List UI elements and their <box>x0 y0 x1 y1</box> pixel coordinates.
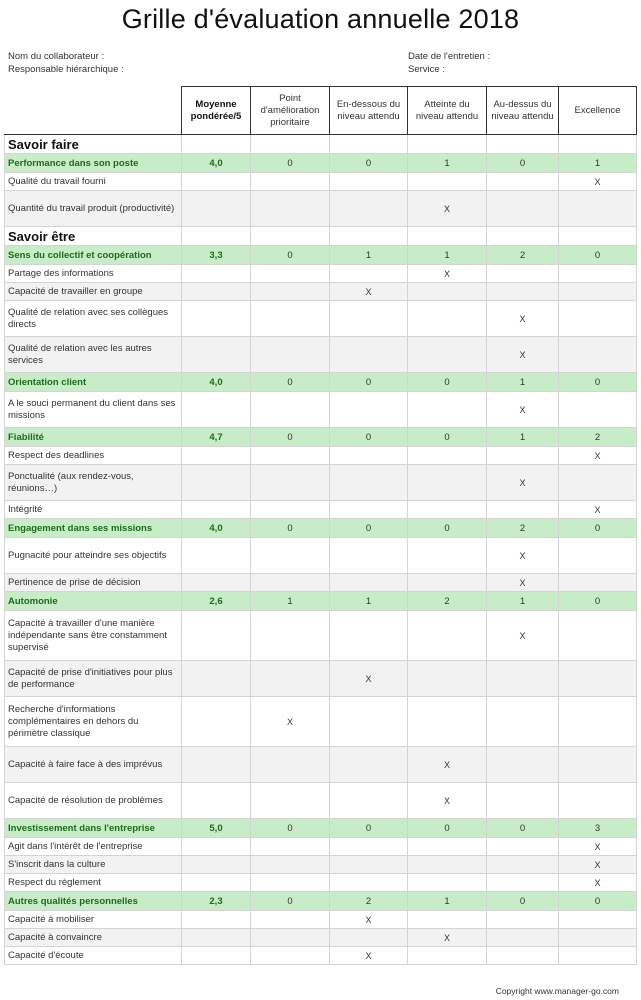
evaluation-table <box>4 86 637 965</box>
criterion-mark <box>330 747 408 783</box>
criterion-row <box>5 392 637 428</box>
category-label: Autres qualités personnelles <box>5 892 182 911</box>
criterion-mark: X <box>487 392 559 428</box>
category-count: 0 <box>487 819 559 838</box>
criterion-mark <box>408 661 487 697</box>
empty-cell <box>408 227 487 246</box>
criterion-mark <box>408 337 487 373</box>
header-excellence: Excellence <box>559 87 637 135</box>
criterion-mark <box>251 301 330 337</box>
empty-cell <box>487 227 559 246</box>
criterion-label: Capacité de prise d'initiatives pour plus de performance <box>5 661 182 697</box>
criterion-mark <box>408 697 487 747</box>
category-count: 1 <box>408 246 487 265</box>
category-label: Sens du collectif et coopération <box>5 246 182 265</box>
section-row <box>5 227 637 246</box>
criterion-mark <box>330 783 408 819</box>
category-count: 0 <box>251 519 330 538</box>
empty-cell <box>559 227 637 246</box>
criterion-mark <box>487 838 559 856</box>
category-count: 1 <box>487 373 559 392</box>
criterion-mark <box>330 392 408 428</box>
criterion-mark: X <box>487 465 559 501</box>
criterion-label: Partage des informations <box>5 265 182 283</box>
category-label: Fiabilité <box>5 428 182 447</box>
criterion-row <box>5 661 637 697</box>
criterion-mark <box>408 574 487 592</box>
criterion-mark <box>251 173 330 191</box>
meta-left <box>8 50 124 76</box>
criterion-mark <box>487 191 559 227</box>
criterion-row <box>5 173 637 191</box>
criterion-mark: X <box>408 747 487 783</box>
category-count: 1 <box>408 892 487 911</box>
criterion-mark <box>487 447 559 465</box>
criterion-mark <box>487 856 559 874</box>
criterion-mark <box>330 574 408 592</box>
criterion-row <box>5 856 637 874</box>
criterion-mark <box>559 301 637 337</box>
criterion-label: Recherche d'informations complémentaires en dehors du périmètre classique <box>5 697 182 747</box>
criterion-mean-empty <box>182 929 251 947</box>
criterion-row <box>5 283 637 301</box>
criterion-mark: X <box>408 929 487 947</box>
category-count: 0 <box>559 373 637 392</box>
criterion-mark <box>559 465 637 501</box>
criterion-mark <box>408 447 487 465</box>
category-count: 0 <box>487 892 559 911</box>
criterion-mark <box>559 611 637 661</box>
criterion-mark <box>330 191 408 227</box>
criterion-label: Capacité d'écoute <box>5 947 182 965</box>
criterion-mean-empty <box>182 392 251 428</box>
criterion-mark <box>330 697 408 747</box>
category-mean: 4,0 <box>182 373 251 392</box>
criterion-mean-empty <box>182 447 251 465</box>
category-label: Engagement dans ses missions <box>5 519 182 538</box>
header-moyenne: Moyenne pondérée/5 <box>182 87 251 135</box>
criterion-mark <box>408 301 487 337</box>
criterion-mark <box>559 574 637 592</box>
category-mean: 4,7 <box>182 428 251 447</box>
criterion-mark <box>559 392 637 428</box>
page-title: Grille d'évaluation annuelle 2018 <box>121 4 520 34</box>
criterion-mark <box>330 929 408 947</box>
criterion-mean-empty <box>182 465 251 501</box>
category-count: 0 <box>251 428 330 447</box>
header-row <box>5 87 637 135</box>
category-count: 1 <box>559 154 637 173</box>
criterion-mark <box>487 283 559 301</box>
category-count: 0 <box>251 819 330 838</box>
criterion-label: Capacité à faire face à des imprévus <box>5 747 182 783</box>
criterion-mean-empty <box>182 838 251 856</box>
criterion-mark: X <box>408 265 487 283</box>
criterion-label: Ponctualité (aux rendez-vous, réunions…) <box>5 465 182 501</box>
category-row <box>5 246 637 265</box>
criterion-label: S'inscrit dans la culture <box>5 856 182 874</box>
empty-cell <box>408 135 487 154</box>
category-count: 0 <box>408 519 487 538</box>
criterion-mark: X <box>330 947 408 965</box>
criterion-mark <box>330 611 408 661</box>
criterion-row <box>5 838 637 856</box>
date-label: Date de l'entretien : <box>408 51 491 62</box>
criterion-mark: X <box>487 337 559 373</box>
criterion-mark: X <box>408 191 487 227</box>
criterion-mark <box>487 874 559 892</box>
category-count: 2 <box>330 892 408 911</box>
criterion-mark <box>487 265 559 283</box>
criterion-mark: X <box>408 783 487 819</box>
criterion-mark <box>251 874 330 892</box>
criterion-mark <box>408 538 487 574</box>
category-count: 0 <box>330 428 408 447</box>
criterion-mark <box>330 874 408 892</box>
criterion-mark: X <box>559 856 637 874</box>
header-blank <box>5 87 182 135</box>
category-label: Investissement dans l'entreprise <box>5 819 182 838</box>
criterion-mean-empty <box>182 911 251 929</box>
category-row <box>5 519 637 538</box>
category-mean: 4,0 <box>182 519 251 538</box>
criterion-mark <box>487 783 559 819</box>
copyright: Copyright www.manager-go.com <box>495 986 619 996</box>
empty-cell <box>330 227 408 246</box>
criterion-mark <box>330 856 408 874</box>
criterion-label: Qualité du travail fourni <box>5 173 182 191</box>
category-count: 0 <box>559 892 637 911</box>
criterion-mark: X <box>251 697 330 747</box>
criterion-mark <box>251 611 330 661</box>
category-count: 0 <box>251 373 330 392</box>
category-count: 3 <box>559 819 637 838</box>
criterion-mark <box>251 661 330 697</box>
criterion-mark: X <box>559 838 637 856</box>
criterion-mark <box>408 856 487 874</box>
criterion-mark <box>251 856 330 874</box>
criterion-mark <box>408 838 487 856</box>
criterion-mean-empty <box>182 661 251 697</box>
empty-cell <box>182 227 251 246</box>
criterion-mark <box>330 337 408 373</box>
criterion-label: Respect des deadlines <box>5 447 182 465</box>
category-count: 0 <box>330 519 408 538</box>
criterion-mark <box>559 337 637 373</box>
category-row <box>5 592 637 611</box>
criterion-mark <box>559 538 637 574</box>
criterion-row <box>5 574 637 592</box>
criterion-mark <box>487 747 559 783</box>
category-label: Orientation client <box>5 373 182 392</box>
criterion-mark <box>559 283 637 301</box>
criterion-mark <box>559 911 637 929</box>
criterion-mark <box>408 392 487 428</box>
criterion-mean-empty <box>182 856 251 874</box>
criterion-mark <box>251 574 330 592</box>
criterion-mark <box>487 173 559 191</box>
criterion-mark <box>559 697 637 747</box>
category-count: 1 <box>408 154 487 173</box>
category-label: Automonie <box>5 592 182 611</box>
empty-cell <box>559 135 637 154</box>
criterion-mark <box>408 947 487 965</box>
criterion-label: Pugnacité pour atteindre ses objectifs <box>5 538 182 574</box>
criterion-mark <box>251 538 330 574</box>
section-title: Savoir faire <box>5 135 182 154</box>
criterion-mean-empty <box>182 697 251 747</box>
criterion-row <box>5 465 637 501</box>
criterion-mark <box>251 265 330 283</box>
criterion-mark <box>251 191 330 227</box>
criterion-mark <box>487 501 559 519</box>
criterion-mark <box>487 947 559 965</box>
criterion-mark: X <box>559 173 637 191</box>
category-count: 0 <box>251 892 330 911</box>
empty-cell <box>251 135 330 154</box>
criterion-mark <box>559 265 637 283</box>
criterion-mean-empty <box>182 337 251 373</box>
category-mean: 2,6 <box>182 592 251 611</box>
criterion-label: A le souci permanent du client dans ses missions <box>5 392 182 428</box>
criterion-mark <box>330 465 408 501</box>
category-row <box>5 428 637 447</box>
criterion-mark: X <box>330 661 408 697</box>
criterion-mark <box>251 465 330 501</box>
criterion-mark <box>559 747 637 783</box>
criterion-mark <box>408 874 487 892</box>
criterion-mark: X <box>559 501 637 519</box>
header-point: Point d'amélioration prioritaire <box>251 87 330 135</box>
empty-cell <box>182 135 251 154</box>
header-endessous: En-dessous du niveau attendu <box>330 87 408 135</box>
criterion-mark: X <box>559 447 637 465</box>
criterion-mark <box>251 747 330 783</box>
criterion-mean-empty <box>182 538 251 574</box>
criterion-row <box>5 337 637 373</box>
criterion-label: Qualité de relation avec les autres services <box>5 337 182 373</box>
criterion-mark <box>330 301 408 337</box>
criterion-mark: X <box>330 283 408 301</box>
header-audessus: Au-dessus du niveau attendu <box>487 87 559 135</box>
category-row <box>5 819 637 838</box>
category-row <box>5 892 637 911</box>
criterion-mark: X <box>559 874 637 892</box>
criterion-mark: X <box>487 611 559 661</box>
criterion-mark <box>251 929 330 947</box>
criterion-row <box>5 265 637 283</box>
criterion-row <box>5 947 637 965</box>
criterion-mean-empty <box>182 173 251 191</box>
criterion-mean-empty <box>182 611 251 661</box>
header-atteinte: Atteinte du niveau attendu <box>408 87 487 135</box>
criterion-label: Capacité à mobiliser <box>5 911 182 929</box>
criterion-mark <box>487 911 559 929</box>
category-mean: 3,3 <box>182 246 251 265</box>
criterion-mean-empty <box>182 191 251 227</box>
criterion-mark <box>408 911 487 929</box>
criterion-mark: X <box>487 301 559 337</box>
criterion-label: Agit dans l'intérêt de l'entreprise <box>5 838 182 856</box>
category-count: 2 <box>559 428 637 447</box>
empty-cell <box>487 135 559 154</box>
criterion-mean-empty <box>182 283 251 301</box>
criterion-mark <box>559 783 637 819</box>
criterion-row <box>5 783 637 819</box>
criterion-row <box>5 911 637 929</box>
criterion-mark <box>330 538 408 574</box>
criterion-mark <box>251 911 330 929</box>
category-count: 1 <box>330 246 408 265</box>
section-row <box>5 135 637 154</box>
category-count: 0 <box>330 154 408 173</box>
criterion-row <box>5 747 637 783</box>
criterion-row <box>5 611 637 661</box>
category-count: 2 <box>487 519 559 538</box>
category-count: 0 <box>487 154 559 173</box>
criterion-mark <box>559 191 637 227</box>
criterion-mark <box>330 173 408 191</box>
criterion-mark <box>559 947 637 965</box>
criterion-mark <box>487 929 559 947</box>
category-count: 1 <box>330 592 408 611</box>
criterion-mean-empty <box>182 947 251 965</box>
criterion-mark <box>251 501 330 519</box>
category-count: 0 <box>408 819 487 838</box>
category-mean: 2,3 <box>182 892 251 911</box>
category-mean: 4,0 <box>182 154 251 173</box>
criterion-mark <box>330 265 408 283</box>
criterion-row <box>5 874 637 892</box>
criterion-mark <box>408 283 487 301</box>
criterion-mark <box>408 501 487 519</box>
criterion-row <box>5 697 637 747</box>
category-label: Performance dans son poste <box>5 154 182 173</box>
criterion-row <box>5 447 637 465</box>
table-body <box>5 135 637 965</box>
category-count: 0 <box>251 154 330 173</box>
empty-cell <box>251 227 330 246</box>
category-count: 1 <box>251 592 330 611</box>
criterion-label: Respect du règlement <box>5 874 182 892</box>
criterion-mark: X <box>330 911 408 929</box>
responsable-label: Responsable hiérarchique : <box>8 64 124 75</box>
criterion-label: Pertinence de prise de décision <box>5 574 182 592</box>
criterion-label: Capacité de résolution de problèmes <box>5 783 182 819</box>
category-count: 0 <box>559 592 637 611</box>
criterion-mark <box>251 947 330 965</box>
category-count: 0 <box>330 373 408 392</box>
criterion-mark <box>559 661 637 697</box>
category-count: 0 <box>408 373 487 392</box>
criterion-mark: X <box>487 574 559 592</box>
criterion-row <box>5 191 637 227</box>
category-mean: 5,0 <box>182 819 251 838</box>
category-row <box>5 154 637 173</box>
criterion-label: Capacité à travailler d'une manière indépendante sans être constamment supervisé <box>5 611 182 661</box>
criterion-mark <box>251 283 330 301</box>
category-count: 0 <box>559 519 637 538</box>
section-title: Savoir être <box>5 227 182 246</box>
category-count: 0 <box>251 246 330 265</box>
criterion-mark <box>408 173 487 191</box>
criterion-mark <box>251 783 330 819</box>
criterion-mark <box>408 611 487 661</box>
category-count: 1 <box>487 592 559 611</box>
criterion-label: Intégrité <box>5 501 182 519</box>
criterion-mark <box>330 501 408 519</box>
collaborateur-label: Nom du collaborateur : <box>8 51 105 62</box>
criterion-mark <box>487 661 559 697</box>
criterion-row <box>5 929 637 947</box>
category-count: 2 <box>487 246 559 265</box>
criterion-mark <box>408 465 487 501</box>
category-count: 0 <box>330 819 408 838</box>
criterion-mark <box>330 447 408 465</box>
criterion-mean-empty <box>182 301 251 337</box>
criterion-label: Capacité de travailler en groupe <box>5 283 182 301</box>
criterion-mean-empty <box>182 874 251 892</box>
category-count: 0 <box>559 246 637 265</box>
empty-cell <box>330 135 408 154</box>
criterion-mark <box>487 697 559 747</box>
service-label: Service : <box>408 64 445 75</box>
criterion-mark <box>330 838 408 856</box>
criterion-row <box>5 501 637 519</box>
criterion-mean-empty <box>182 783 251 819</box>
meta-right <box>408 50 490 76</box>
criterion-mean-empty <box>182 265 251 283</box>
category-count: 2 <box>408 592 487 611</box>
criterion-mean-empty <box>182 501 251 519</box>
criterion-label: Capacité à convaincre <box>5 929 182 947</box>
criterion-mean-empty <box>182 574 251 592</box>
criterion-mark <box>251 337 330 373</box>
criterion-label: Quantité du travail produit (productivité) <box>5 191 182 227</box>
criterion-row <box>5 538 637 574</box>
category-count: 0 <box>408 428 487 447</box>
criterion-mark <box>559 929 637 947</box>
category-row <box>5 373 637 392</box>
criterion-mark <box>251 447 330 465</box>
criterion-row <box>5 301 637 337</box>
criterion-label: Qualité de relation avec ses collègues directs <box>5 301 182 337</box>
criterion-mark <box>251 838 330 856</box>
criterion-mark: X <box>487 538 559 574</box>
criterion-mean-empty <box>182 747 251 783</box>
criterion-mark <box>251 392 330 428</box>
category-count: 1 <box>487 428 559 447</box>
